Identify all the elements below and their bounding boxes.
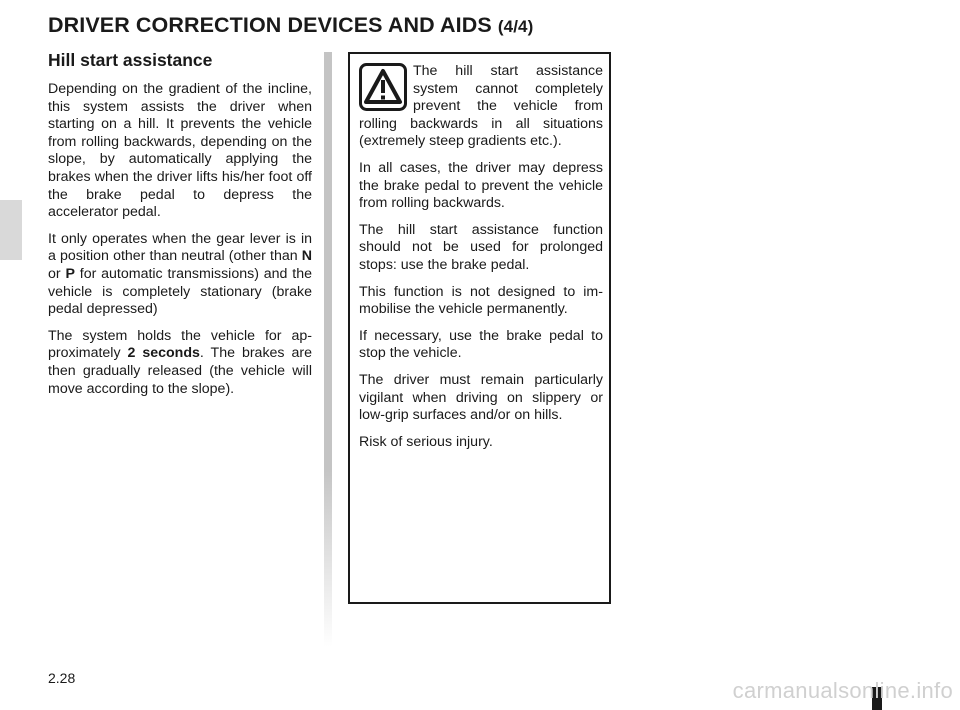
warning-paragraph-4: This function is not designed to immobilise the vehicle permanently.: [359, 283, 603, 318]
paragraph-intro: Depending on the gradient of the incline, this system assists the driver when starting on a hill. It prevents the vehicle from rolling backwards, depending on the slope, by automatically applying the brakes when the driver lifts his/her foot off the brake pedal to depress the accelerator pedal.: [48, 81, 312, 221]
warning-box: [348, 52, 611, 604]
p2-gear-p: P: [65, 265, 75, 282]
warning-paragraph-2: In all cases, the driver may depress the brake pedal to prevent the vehicle from rolling backwards.: [359, 159, 603, 212]
column-divider: [324, 52, 332, 647]
p3-text-a: The system holds the vehicle for approximately: [48, 327, 312, 362]
section-heading: Hill start assistance: [48, 50, 213, 70]
p2-text-a: It only operates when the gear lever is in a position other than neutral (other than: [48, 230, 312, 265]
paragraph-duration: [48, 328, 312, 398]
page-part-indicator: (4/4): [497, 17, 534, 36]
warning-paragraph-6: The driver must remain particularly vigilant when driving on slippery or low-grip surfaces and/or on hills.: [359, 371, 603, 424]
chapter-side-tab: [0, 200, 22, 260]
p2-gear-n: N: [301, 248, 312, 265]
warning-paragraph-7: Risk of serious injury.: [359, 433, 493, 450]
watermark: carmanualsonline.info: [732, 678, 953, 703]
p3-text-b: . The brakes are then gradually released (the vehicle will move according to the slope).: [48, 345, 312, 397]
warning-triangle-icon: [359, 63, 407, 111]
p3-duration-bold: 2 seconds: [127, 345, 200, 362]
p2-text-or: or: [48, 265, 66, 282]
warning-paragraph-5: If necessary, use the brake pedal to stop the vehicle.: [359, 327, 603, 362]
warning-paragraph-1: The hill start assistance system cannot completely prevent the vehicle from rolling backwards in all situations (extremely steep gradients etc.).: [359, 63, 603, 150]
warning-paragraph-3: The hill start assistance function should not be used for prolonged stops: use the brake pedal.: [359, 221, 603, 273]
page-title-text: DRIVER CORRECTION DEVICES AND AIDS: [48, 13, 492, 37]
p2-text-b: for automatic transmissions) and the vehicle is completely stationary (brake pedal depressed): [48, 265, 312, 318]
left-column: [48, 50, 312, 407]
page-title: [48, 13, 533, 38]
paragraph-operation: [48, 231, 312, 319]
page-number: 2.28: [48, 670, 76, 686]
